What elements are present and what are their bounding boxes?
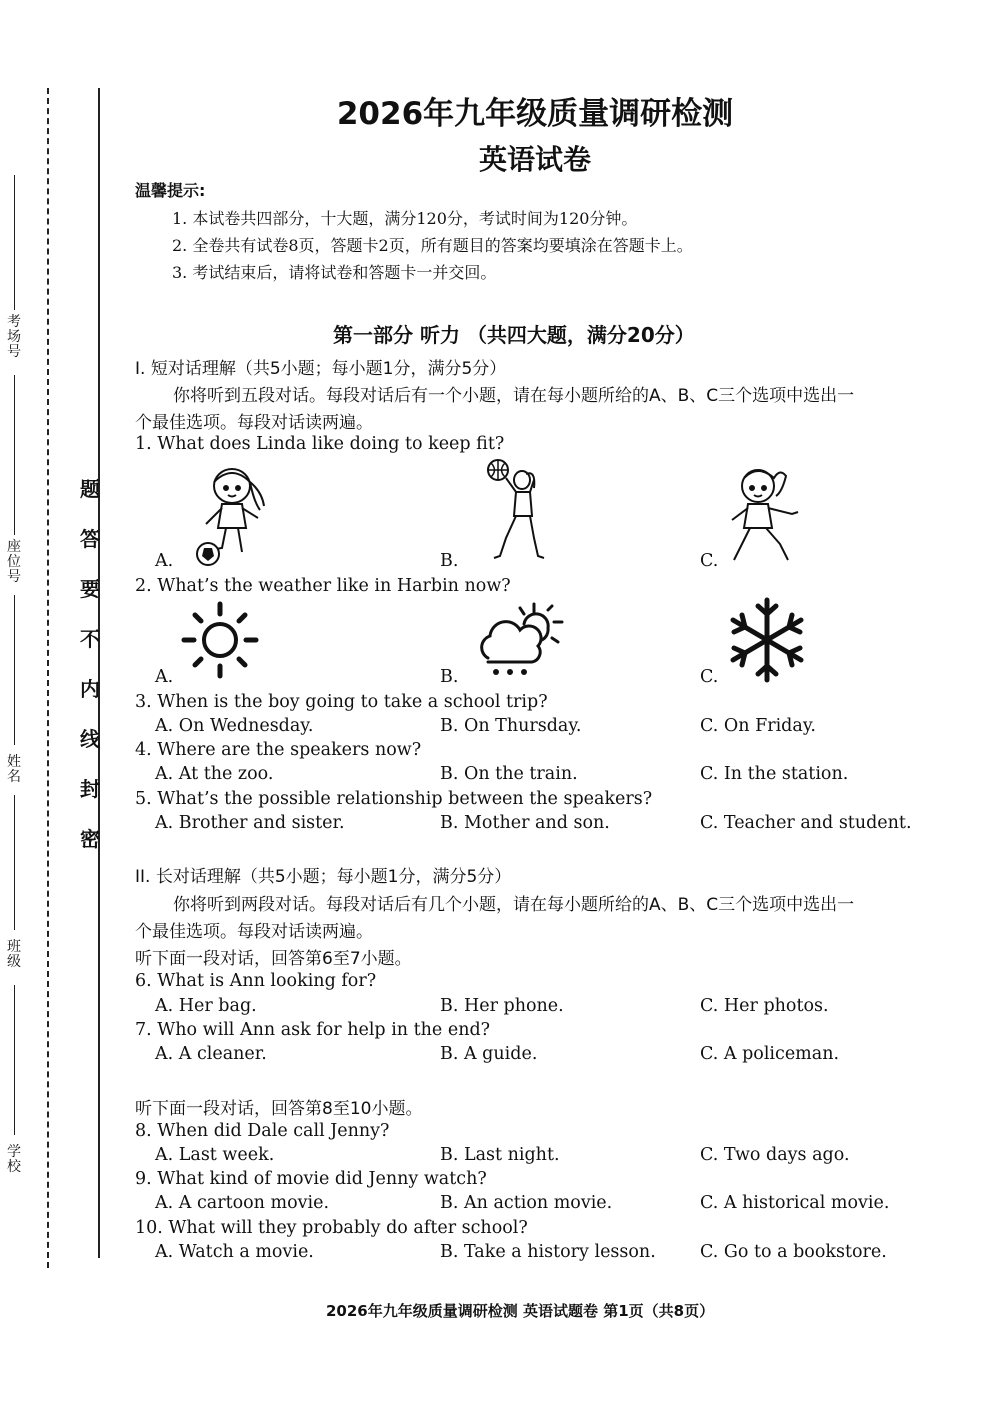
seal-char: 答	[80, 527, 100, 551]
option-c: C. Her photos.	[700, 996, 829, 1016]
exam-title: 2026年九年级质量调研检测	[336, 96, 734, 132]
option-a: A. Watch a movie.	[155, 1242, 314, 1262]
option-c: C.	[700, 551, 719, 571]
cut-line-dashed	[47, 88, 49, 1268]
question-text: 8. When did Dale call Jenny?	[135, 1121, 390, 1141]
option-b: B. Last night.	[440, 1145, 560, 1165]
seal-char: 题	[80, 477, 100, 501]
question-text: 9. What kind of movie did Jenny watch?	[135, 1169, 487, 1189]
option-b: B. A guide.	[440, 1044, 538, 1064]
option-b: B. On the train.	[440, 764, 578, 784]
seal-char: 封	[80, 777, 100, 801]
snowflake-icon	[730, 598, 804, 682]
section-instructions: 你将听到两段对话。每段对话后有几个小题，请在每小题所给的A、B、C三个选项中选出一	[173, 895, 855, 915]
option-b: B. On Thursday.	[440, 716, 582, 736]
page-footer: 2026年九年级质量调研检测 英语试题卷 第1页（共8页）	[326, 1302, 715, 1320]
girl-playing-basketball-icon	[486, 458, 551, 568]
question-text: 3. When is the boy going to take a school trip?	[135, 692, 548, 712]
seal-char: 线	[80, 727, 100, 751]
option-c: C. A policeman.	[700, 1044, 840, 1064]
sun-icon	[180, 602, 260, 678]
section-instructions: 个最佳选项。每段对话读两遍。	[135, 413, 373, 433]
option-a: A. Her bag.	[155, 996, 257, 1016]
exam-no-label: 考场号	[7, 314, 21, 360]
option-c: C. A historical movie.	[700, 1193, 890, 1213]
tip-item: 1. 本试卷共四部分，十大题，满分120分，考试时间为120分钟。	[172, 209, 638, 228]
option-a: A. A cartoon movie.	[155, 1193, 330, 1213]
option-b: B.	[440, 551, 459, 571]
section-heading: II. 长对话理解（共5小题；每小题1分，满分5分）	[135, 867, 512, 887]
seat-no-label: 座位号	[7, 539, 21, 585]
option-a: A. On Wednesday.	[155, 716, 314, 736]
question-text: 2. What’s the weather like in Harbin now?	[135, 576, 511, 596]
dialogue-intro: 听下面一段对话，回答第6至7小题。	[135, 949, 412, 969]
class-label: 班级	[7, 939, 21, 970]
question-text: 5. What’s the possible relationship between the speakers?	[135, 789, 653, 809]
option-c: C. On Friday.	[700, 716, 816, 736]
section-heading: I. 短对话理解（共5小题；每小题1分，满分5分）	[135, 359, 507, 379]
girl-doing-taichi-icon	[722, 462, 802, 567]
class-blank	[14, 795, 15, 930]
dialogue-intro: 听下面一段对话，回答第8至10小题。	[135, 1099, 423, 1119]
section-instructions: 你将听到五段对话。每段对话后有一个小题，请在每小题所给的A、B、C三个选项中选出一	[173, 386, 855, 406]
option-b: B. Take a history lesson.	[440, 1242, 656, 1262]
option-c: C. Go to a bookstore.	[700, 1242, 887, 1262]
option-a: A.	[155, 551, 174, 571]
option-a: A. At the zoo.	[155, 764, 274, 784]
option-a: A. Last week.	[155, 1145, 275, 1165]
seal-char: 密	[80, 827, 100, 851]
option-c: C. Two days ago.	[700, 1145, 850, 1165]
part-title: 第一部分 听力 （共四大题，满分20分）	[333, 323, 695, 347]
tips-heading: 温馨提示:	[135, 181, 206, 200]
seat-no-blank	[14, 375, 15, 535]
option-c: C.	[700, 667, 719, 687]
seal-char: 内	[80, 677, 100, 701]
question-text: 1. What does Linda like doing to keep fit?	[135, 434, 505, 454]
school-blank	[14, 985, 15, 1135]
seal-char: 要	[80, 577, 100, 601]
option-a: A. Brother and sister.	[155, 813, 345, 833]
option-a: A.	[155, 667, 174, 687]
cloudy-rain-icon	[474, 602, 564, 682]
question-text: 10. What will they probably do after school?	[135, 1218, 528, 1238]
tip-item: 2. 全卷共有试卷8页，答题卡2页，所有题目的答案均要填涂在答题卡上。	[172, 236, 693, 255]
school-label: 学校	[7, 1144, 21, 1175]
option-c: C. In the station.	[700, 764, 849, 784]
option-b: B. An action movie.	[440, 1193, 613, 1213]
question-text: 4. Where are the speakers now?	[135, 740, 422, 760]
girl-playing-football-icon	[192, 462, 272, 567]
option-b: B.	[440, 667, 459, 687]
name-blank	[14, 595, 15, 745]
option-c: C. Teacher and student.	[700, 813, 912, 833]
option-a: A. A cleaner.	[155, 1044, 267, 1064]
option-b: B. Mother and son.	[440, 813, 610, 833]
option-b: B. Her phone.	[440, 996, 564, 1016]
seal-char: 不	[80, 627, 100, 651]
exam-subtitle: 英语试卷	[478, 143, 591, 176]
section-instructions: 个最佳选项。每段对话读两遍。	[135, 922, 373, 942]
name-label: 姓名	[7, 754, 21, 785]
exam-no-blank	[14, 175, 15, 310]
question-text: 6. What is Ann looking for?	[135, 971, 377, 991]
question-text: 7. Who will Ann ask for help in the end?	[135, 1020, 491, 1040]
tip-item: 3. 考试结束后，请将试卷和答题卡一并交回。	[172, 263, 497, 282]
